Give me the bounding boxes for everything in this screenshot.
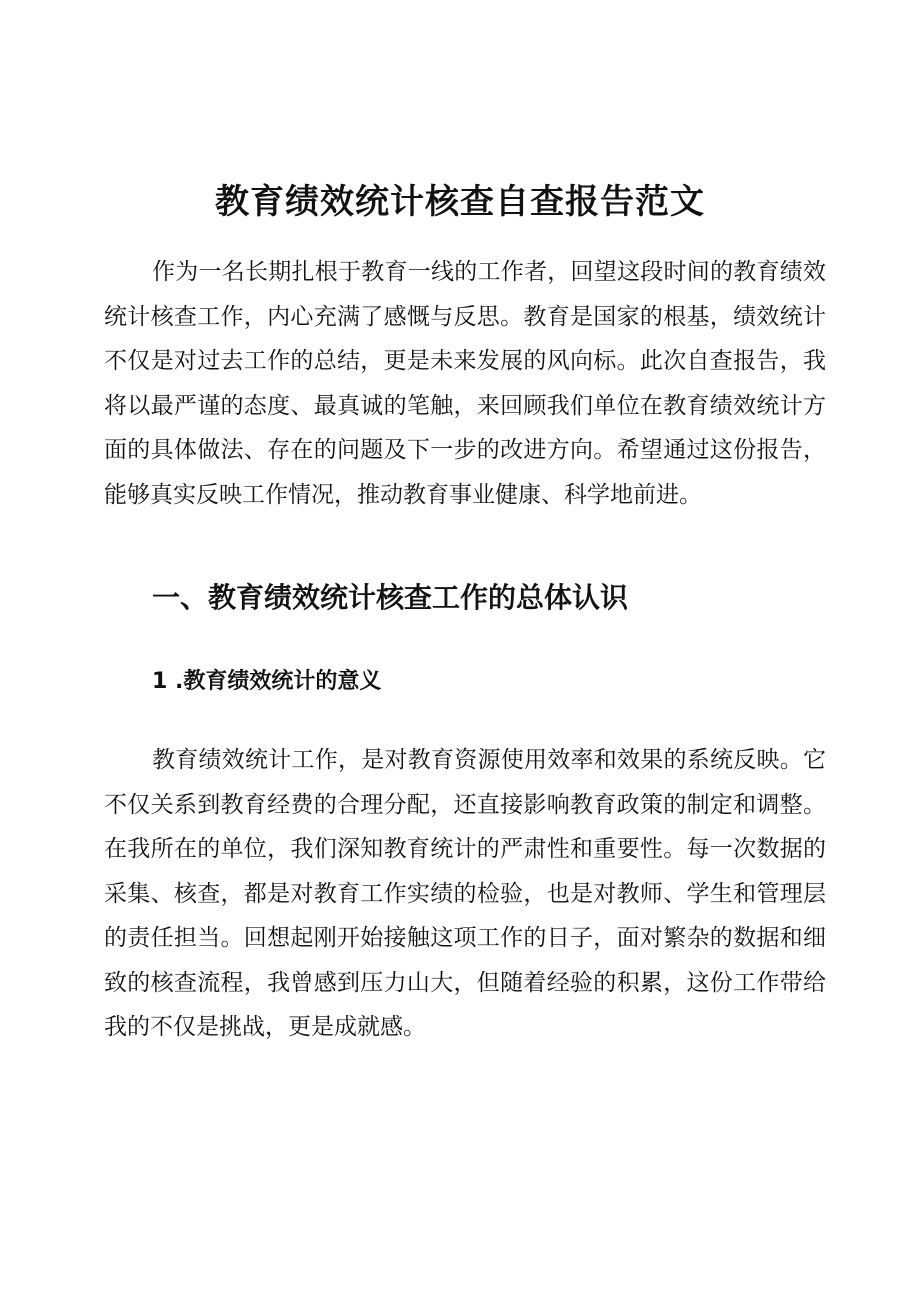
document-title: 教育绩效统计核查自查报告范文 (215, 182, 705, 222)
subsection-heading: 1 .教育绩效统计的意义 (152, 669, 382, 694)
subsection-paragraph: 教育绩效统计工作，是对教育资源使用效率和效果的系统反映。它不仅关系到教育经费的合理分配，还直接影响教育政策的制定和调整。在我所在的单位，我们深知教育统计的严肃性和重要性。每一次数据的采集、核查，都是对教育工作实绩的检验，也是对教师、学生和管理层的责任担当。回想起刚开始接触这项工作的日子，面对繁杂的数据和细致的核查流程，我曾感到压力山大，但随着经验的积累，这份工作带给我的不仅是挑战，更是成就感。 (104, 747, 826, 1040)
section-heading: 一、教育绩效统计核查工作的总体认识 (152, 581, 629, 614)
intro-paragraph: 作为一名长期扎根于教育一线的工作者，回望这段时间的教育绩效统计核查工作，内心充满了感慨与反思。教育是国家的根基，绩效统计不仅是对过去工作的总结，更是未来发展的风向标。此次自查报告，我将以最严谨的态度、最真诚的笔触，来回顾我们单位在教育绩效统计方面的具体做法、存在的问题及下一步的改进方向。希望通过这份报告，能够真实反映工作情况，推动教育事业健康、科学地前进。 (104, 259, 826, 508)
